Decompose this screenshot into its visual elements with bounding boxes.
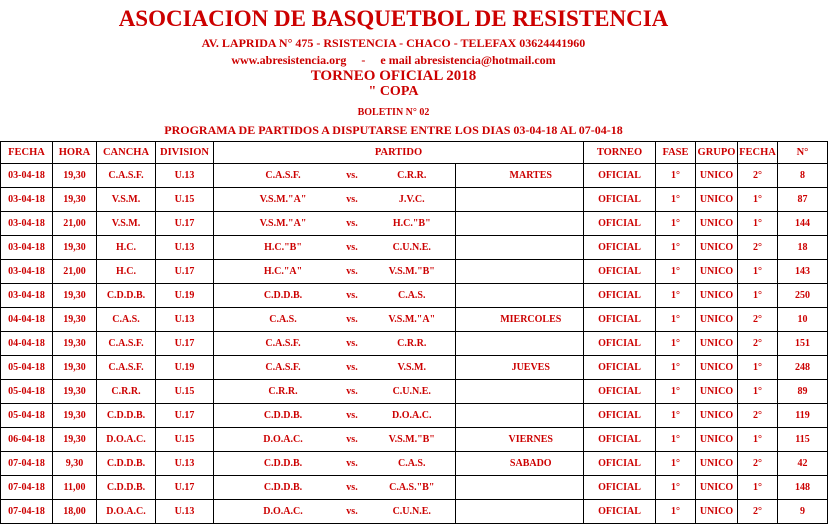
table-row — [1, 260, 828, 284]
cell-cancha: V.S.M. — [97, 188, 156, 212]
cell-grupo: UNICO — [696, 476, 738, 500]
program-heading: PROGRAMA DE PARTIDOS A DISPUTARSE ENTRE LOS DIAS 03-04-18 AL 07-04-18 — [164, 123, 623, 137]
col-header-numero: N° — [778, 142, 828, 164]
cell-fecha: 03-04-18 — [1, 212, 53, 236]
cell-fase: 1° — [656, 332, 696, 356]
col-header-fecha: FECHA — [1, 142, 53, 164]
cell-grupo: UNICO — [696, 236, 738, 260]
cell-fecha-round: 1° — [738, 212, 778, 236]
cell-torneo: OFICIAL — [584, 164, 656, 188]
cell-cancha: C.A.S.F. — [97, 164, 156, 188]
cell-cancha: C.D.D.B. — [97, 404, 156, 428]
cell-vs: vs. — [336, 212, 369, 236]
cell-numero: 119 — [778, 404, 828, 428]
cell-hora: 19,30 — [53, 356, 97, 380]
cell-spacer-mid — [456, 260, 479, 284]
cell-fecha: 05-04-18 — [1, 356, 53, 380]
cell-vs: vs. — [336, 476, 369, 500]
cell-grupo: UNICO — [696, 428, 738, 452]
cell-home-team: V.S.M."A" — [231, 212, 336, 236]
cell-cancha: H.C. — [97, 236, 156, 260]
cell-fecha: 07-04-18 — [1, 476, 53, 500]
cell-grupo: UNICO — [696, 452, 738, 476]
cell-cancha: C.D.D.B. — [97, 452, 156, 476]
cell-spacer-left — [214, 500, 231, 524]
cell-away-team: V.S.M."B" — [369, 260, 456, 284]
cell-spacer-left — [214, 260, 231, 284]
col-header-partido: PARTIDO — [214, 142, 584, 164]
cell-home-team: C.A.S.F. — [231, 164, 336, 188]
cell-fase: 1° — [656, 284, 696, 308]
cell-cancha: C.A.S.F. — [97, 356, 156, 380]
address-line: AV. LAPRIDA N° 475 - RSISTENCIA - CHACO - TELEFAX 03624441960 — [201, 36, 586, 50]
cell-hora: 19,30 — [53, 380, 97, 404]
cell-fecha: 03-04-18 — [1, 188, 53, 212]
col-header-grupo: GRUPO — [696, 142, 738, 164]
cell-fase: 1° — [656, 260, 696, 284]
cell-away-team: J.V.C. — [369, 188, 456, 212]
cell-grupo: UNICO — [696, 500, 738, 524]
cell-hora: 19,30 — [53, 284, 97, 308]
cell-fecha-round: 2° — [738, 452, 778, 476]
cell-grupo: UNICO — [696, 284, 738, 308]
cell-hora: 11,00 — [53, 476, 97, 500]
cell-fecha: 04-04-18 — [1, 308, 53, 332]
cell-fecha: 03-04-18 — [1, 260, 53, 284]
cell-numero: 250 — [778, 284, 828, 308]
cell-numero: 144 — [778, 212, 828, 236]
cell-fecha: 06-04-18 — [1, 428, 53, 452]
cell-spacer-left — [214, 452, 231, 476]
cell-home-team: C.D.D.B. — [231, 452, 336, 476]
cell-hora: 19,30 — [53, 236, 97, 260]
cell-cancha: D.O.A.C. — [97, 428, 156, 452]
table-row — [1, 284, 828, 308]
cell-division: U.13 — [156, 500, 214, 524]
cell-grupo: UNICO — [696, 308, 738, 332]
cell-fecha-round: 2° — [738, 164, 778, 188]
cell-hora: 19,30 — [53, 332, 97, 356]
cell-numero: 9 — [778, 500, 828, 524]
cell-weekday — [479, 380, 584, 404]
cell-fecha-round: 1° — [738, 284, 778, 308]
table-row — [1, 500, 828, 524]
cell-away-team: C.A.S. — [369, 284, 456, 308]
table-row — [1, 332, 828, 356]
cell-away-team: C.U.N.E. — [369, 500, 456, 524]
cell-away-team: D.O.A.C. — [369, 404, 456, 428]
cell-spacer-mid — [456, 164, 479, 188]
cell-division: U.15 — [156, 380, 214, 404]
association-title: ASOCIACION DE BASQUETBOL DE RESISTENCIA — [118, 6, 669, 31]
cell-spacer-mid — [456, 500, 479, 524]
cell-vs: vs. — [336, 236, 369, 260]
cell-hora: 18,00 — [53, 500, 97, 524]
table-row — [1, 212, 828, 236]
cell-torneo: OFICIAL — [584, 332, 656, 356]
cell-vs: vs. — [336, 188, 369, 212]
matches-table — [0, 141, 828, 524]
cell-grupo: UNICO — [696, 356, 738, 380]
cell-hora: 19,30 — [53, 428, 97, 452]
cell-cancha: C.D.D.B. — [97, 476, 156, 500]
table-row — [1, 356, 828, 380]
cell-vs: vs. — [336, 452, 369, 476]
cell-fecha-round: 1° — [738, 260, 778, 284]
cell-division: U.13 — [156, 164, 214, 188]
cell-spacer-left — [214, 404, 231, 428]
table-row — [1, 452, 828, 476]
cell-spacer-left — [214, 236, 231, 260]
cell-fecha-round: 2° — [738, 308, 778, 332]
cell-fase: 1° — [656, 452, 696, 476]
cell-torneo: OFICIAL — [584, 356, 656, 380]
cell-away-team: V.S.M. — [369, 356, 456, 380]
cell-away-team: C.R.R. — [369, 332, 456, 356]
cell-division: U.13 — [156, 236, 214, 260]
cell-cancha: C.D.D.B. — [97, 284, 156, 308]
cell-fecha: 07-04-18 — [1, 500, 53, 524]
cell-grupo: UNICO — [696, 164, 738, 188]
cell-spacer-left — [214, 212, 231, 236]
cell-fase: 1° — [656, 380, 696, 404]
cell-numero: 151 — [778, 332, 828, 356]
cell-fase: 1° — [656, 476, 696, 500]
cell-cancha: C.A.S.F. — [97, 332, 156, 356]
cell-torneo: OFICIAL — [584, 260, 656, 284]
cell-hora: 21,00 — [53, 260, 97, 284]
cell-spacer-mid — [456, 332, 479, 356]
cup-subtitle: " COPA — [368, 84, 419, 99]
cell-grupo: UNICO — [696, 332, 738, 356]
cell-away-team: V.S.M."B" — [369, 428, 456, 452]
cell-weekday — [479, 188, 584, 212]
cell-cancha: C.A.S. — [97, 308, 156, 332]
table-row — [1, 380, 828, 404]
cell-weekday: JUEVES — [479, 356, 584, 380]
cell-torneo: OFICIAL — [584, 308, 656, 332]
cell-home-team: H.C."A" — [231, 260, 336, 284]
cell-division: U.19 — [156, 284, 214, 308]
cell-weekday: MIERCOLES — [479, 308, 584, 332]
cell-spacer-left — [214, 308, 231, 332]
cell-spacer-left — [214, 428, 231, 452]
cell-cancha: D.O.A.C. — [97, 500, 156, 524]
cell-spacer-mid — [456, 380, 479, 404]
cell-vs: vs. — [336, 428, 369, 452]
cell-division: U.17 — [156, 212, 214, 236]
cell-torneo: OFICIAL — [584, 404, 656, 428]
col-header-torneo: TORNEO — [584, 142, 656, 164]
cell-division: U.17 — [156, 260, 214, 284]
cell-spacer-mid — [456, 188, 479, 212]
cell-spacer-mid — [456, 356, 479, 380]
cell-division: U.17 — [156, 332, 214, 356]
cell-cancha: V.S.M. — [97, 212, 156, 236]
cell-away-team: H.C."B" — [369, 212, 456, 236]
web-email-line: www.abresistencia.org - e mail abresistencia@hotmail.com — [231, 53, 556, 67]
cell-fecha-round: 1° — [738, 428, 778, 452]
cell-fecha: 07-04-18 — [1, 452, 53, 476]
cell-grupo: UNICO — [696, 188, 738, 212]
cell-division: U.13 — [156, 308, 214, 332]
cell-spacer-mid — [456, 236, 479, 260]
col-header-hora: HORA — [53, 142, 97, 164]
cell-fase: 1° — [656, 356, 696, 380]
cell-vs: vs. — [336, 164, 369, 188]
cell-hora: 9,30 — [53, 452, 97, 476]
col-header-fase: FASE — [656, 142, 696, 164]
cell-grupo: UNICO — [696, 260, 738, 284]
cell-numero: 87 — [778, 188, 828, 212]
cell-spacer-left — [214, 380, 231, 404]
cell-hora: 19,30 — [53, 164, 97, 188]
table-header-row — [1, 142, 828, 164]
cell-grupo: UNICO — [696, 212, 738, 236]
cell-hora: 19,30 — [53, 308, 97, 332]
cell-cancha: H.C. — [97, 260, 156, 284]
cell-hora: 21,00 — [53, 212, 97, 236]
cell-torneo: OFICIAL — [584, 284, 656, 308]
cell-vs: vs. — [336, 380, 369, 404]
cell-fecha: 04-04-18 — [1, 332, 53, 356]
cell-numero: 8 — [778, 164, 828, 188]
cell-spacer-left — [214, 284, 231, 308]
table-row — [1, 164, 828, 188]
cell-fecha: 05-04-18 — [1, 380, 53, 404]
cell-torneo: OFICIAL — [584, 452, 656, 476]
cell-fecha-round: 1° — [738, 188, 778, 212]
cell-home-team: C.R.R. — [231, 380, 336, 404]
cell-division: U.17 — [156, 476, 214, 500]
cell-fecha-round: 2° — [738, 404, 778, 428]
cell-away-team: C.R.R. — [369, 164, 456, 188]
cell-numero: 89 — [778, 380, 828, 404]
cell-home-team: C.A.S.F. — [231, 332, 336, 356]
tournament-title: TORNEO OFICIAL 2018 — [310, 68, 477, 84]
cell-away-team: C.A.S. — [369, 452, 456, 476]
cell-home-team: D.O.A.C. — [231, 428, 336, 452]
cell-fase: 1° — [656, 212, 696, 236]
cell-vs: vs. — [336, 308, 369, 332]
cell-weekday: VIERNES — [479, 428, 584, 452]
cell-away-team: C.A.S."B" — [369, 476, 456, 500]
cell-spacer-left — [214, 188, 231, 212]
cell-weekday — [479, 260, 584, 284]
cell-hora: 19,30 — [53, 404, 97, 428]
cell-fecha-round: 1° — [738, 356, 778, 380]
table-row — [1, 188, 828, 212]
cell-home-team: C.D.D.B. — [231, 476, 336, 500]
cell-weekday — [479, 500, 584, 524]
cell-weekday — [479, 284, 584, 308]
cell-numero: 18 — [778, 236, 828, 260]
cell-home-team: H.C."B" — [231, 236, 336, 260]
cell-cancha: C.R.R. — [97, 380, 156, 404]
col-header-division: DIVISION — [156, 142, 214, 164]
cell-home-team: D.O.A.C. — [231, 500, 336, 524]
cell-fase: 1° — [656, 404, 696, 428]
cell-hora: 19,30 — [53, 188, 97, 212]
cell-fase: 1° — [656, 236, 696, 260]
cell-weekday: MARTES — [479, 164, 584, 188]
cell-torneo: OFICIAL — [584, 476, 656, 500]
col-header-cancha: CANCHA — [97, 142, 156, 164]
cell-fecha-round: 1° — [738, 476, 778, 500]
cell-away-team: V.S.M."A" — [369, 308, 456, 332]
cell-numero: 148 — [778, 476, 828, 500]
cell-fecha-round: 2° — [738, 500, 778, 524]
cell-division: U.15 — [156, 188, 214, 212]
cell-division: U.19 — [156, 356, 214, 380]
cell-spacer-mid — [456, 308, 479, 332]
table-row — [1, 404, 828, 428]
bulletin-number: BOLETIN N° 02 — [357, 107, 430, 118]
cell-home-team: C.A.S. — [231, 308, 336, 332]
cell-fase: 1° — [656, 428, 696, 452]
cell-home-team: C.A.S.F. — [231, 356, 336, 380]
cell-division: U.17 — [156, 404, 214, 428]
cell-division: U.13 — [156, 452, 214, 476]
cell-torneo: OFICIAL — [584, 428, 656, 452]
cell-spacer-mid — [456, 452, 479, 476]
cell-fase: 1° — [656, 188, 696, 212]
cell-torneo: OFICIAL — [584, 236, 656, 260]
cell-numero: 143 — [778, 260, 828, 284]
cell-spacer-left — [214, 356, 231, 380]
cell-weekday — [479, 476, 584, 500]
cell-spacer-mid — [456, 212, 479, 236]
cell-home-team: V.S.M."A" — [231, 188, 336, 212]
cell-spacer-left — [214, 476, 231, 500]
cell-fecha: 03-04-18 — [1, 284, 53, 308]
cell-away-team: C.U.N.E. — [369, 380, 456, 404]
cell-fecha: 05-04-18 — [1, 404, 53, 428]
cell-fecha-round: 2° — [738, 332, 778, 356]
cell-torneo: OFICIAL — [584, 380, 656, 404]
cell-vs: vs. — [336, 356, 369, 380]
cell-weekday — [479, 212, 584, 236]
cell-away-team: C.U.N.E. — [369, 236, 456, 260]
cell-fecha: 03-04-18 — [1, 164, 53, 188]
cell-torneo: OFICIAL — [584, 188, 656, 212]
col-header-fecha-round: FECHA — [738, 142, 778, 164]
cell-fase: 1° — [656, 308, 696, 332]
cell-numero: 42 — [778, 452, 828, 476]
cell-grupo: UNICO — [696, 380, 738, 404]
cell-spacer-mid — [456, 428, 479, 452]
cell-numero: 10 — [778, 308, 828, 332]
cell-spacer-left — [214, 164, 231, 188]
cell-vs: vs. — [336, 332, 369, 356]
cell-vs: vs. — [336, 284, 369, 308]
cell-weekday — [479, 404, 584, 428]
cell-vs: vs. — [336, 404, 369, 428]
cell-fecha-round: 2° — [738, 236, 778, 260]
cell-fase: 1° — [656, 500, 696, 524]
cell-spacer-mid — [456, 476, 479, 500]
cell-torneo: OFICIAL — [584, 500, 656, 524]
table-row — [1, 308, 828, 332]
cell-spacer-left — [214, 332, 231, 356]
cell-fase: 1° — [656, 164, 696, 188]
cell-vs: vs. — [336, 260, 369, 284]
cell-home-team: C.D.D.B. — [231, 284, 336, 308]
cell-division: U.15 — [156, 428, 214, 452]
cell-weekday — [479, 332, 584, 356]
cell-weekday — [479, 236, 584, 260]
cell-torneo: OFICIAL — [584, 212, 656, 236]
cell-grupo: UNICO — [696, 404, 738, 428]
cell-spacer-mid — [456, 284, 479, 308]
cell-numero: 115 — [778, 428, 828, 452]
cell-fecha-round: 1° — [738, 380, 778, 404]
cell-numero: 248 — [778, 356, 828, 380]
cell-vs: vs. — [336, 500, 369, 524]
table-row — [1, 476, 828, 500]
table-row — [1, 428, 828, 452]
cell-home-team: C.D.D.B. — [231, 404, 336, 428]
cell-spacer-mid — [456, 404, 479, 428]
cell-weekday: SABADO — [479, 452, 584, 476]
table-row — [1, 236, 828, 260]
cell-fecha: 03-04-18 — [1, 236, 53, 260]
